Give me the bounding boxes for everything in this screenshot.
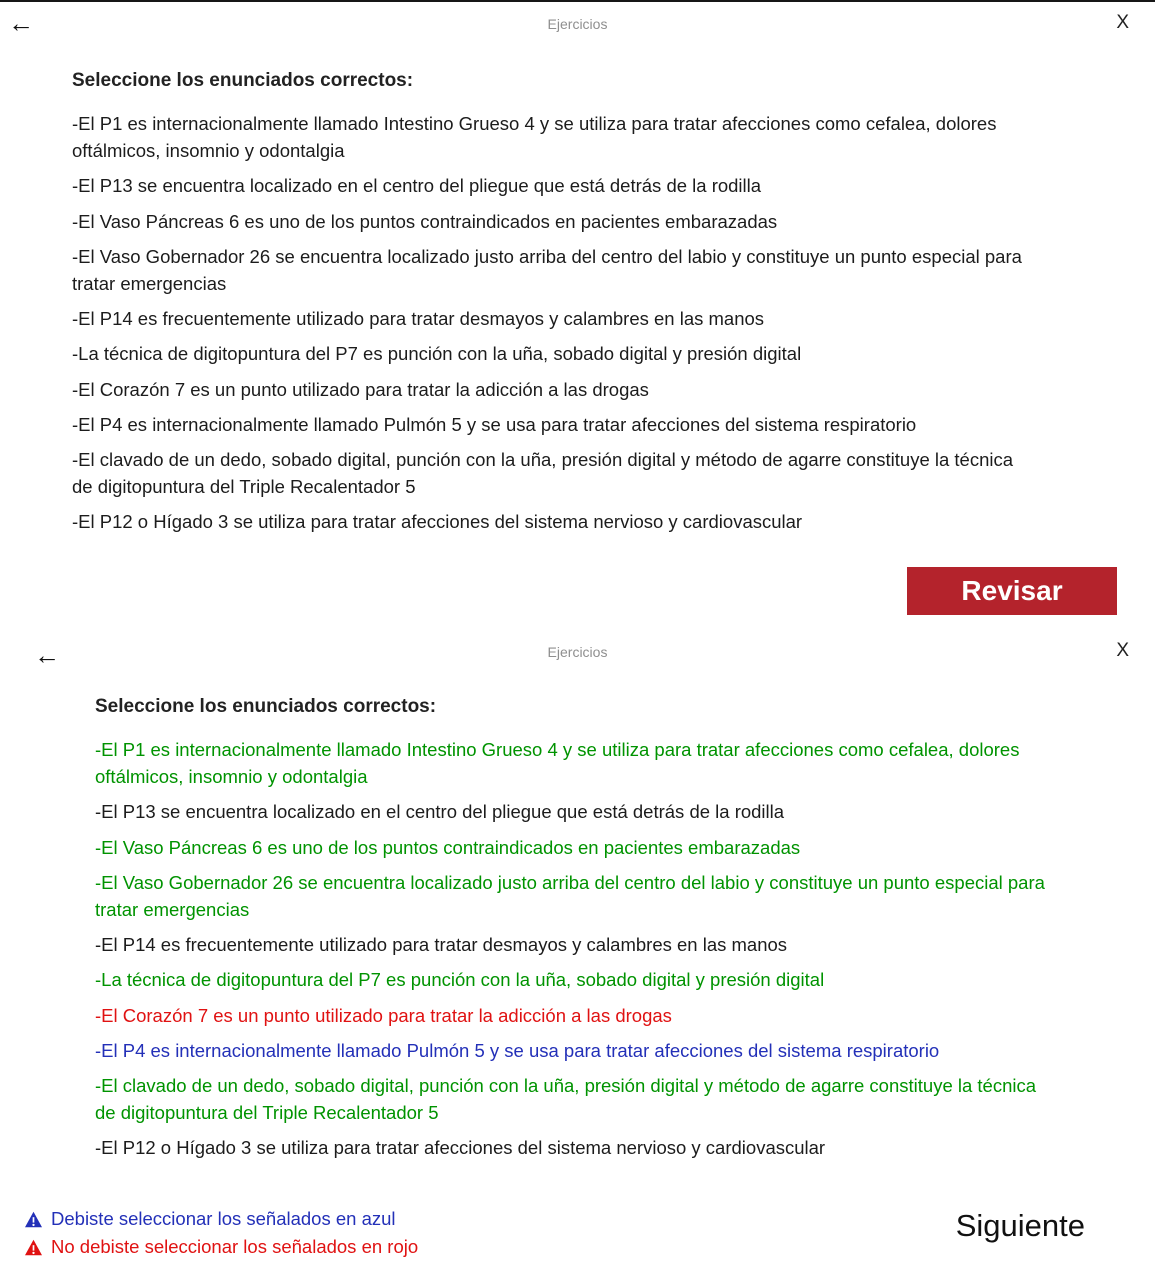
- review-content: [0, 670, 1060, 1161]
- result-legend: [24, 1202, 418, 1264]
- page-title: Ejercicios: [547, 16, 608, 32]
- warning-triangle-icon: [24, 1239, 43, 1256]
- legend-missed: [24, 1208, 418, 1230]
- close-icon[interactable]: X: [1116, 640, 1129, 661]
- review-button[interactable]: Revisar: [907, 567, 1117, 615]
- quiz-content: [0, 42, 1035, 535]
- quiz-option[interactable]: -El P13 se encuentra localizado en el centro del pliegue que está detrás de la rodilla: [72, 175, 762, 197]
- back-icon[interactable]: ←: [34, 640, 60, 670]
- review-statement: -El P14 es frecuentemente utilizado para tratar desmayos y calambres en las manos: [95, 934, 788, 956]
- review-statement: -El clavado de un dedo, sobado digital, punción con la uña, presión digital y método de agarre constituye la técnica de digitopuntura del Triple Recalentador 5: [95, 1074, 1037, 1124]
- legend-missed-text: Debiste seleccionar los señalados en azul: [51, 1208, 396, 1229]
- review-instruction: Seleccione los enunciados correctos:: [95, 696, 437, 717]
- review-statement: -El P1 es internacionalmente llamado Intestino Grueso 4 y se utiliza para tratar afecciones como cefalea, dolores oftálmicos, insomnio y odontalgia: [95, 739, 1020, 788]
- review-statement: -El Vaso Páncreas 6 es uno de los puntos contraindicados en pacientes embarazadas: [95, 836, 801, 858]
- warning-triangle-icon: [24, 1211, 43, 1228]
- quiz-option[interactable]: -El P1 es internacionalmente llamado Intestino Grueso 4 y se utiliza para tratar afecciones como cefalea, dolores oftálmicos, insomnio y odontalgia: [72, 113, 997, 162]
- quiz-option[interactable]: -La técnica de digitopuntura del P7 es punción con la uña, sobado digital y presión digital: [72, 343, 802, 365]
- quiz-option[interactable]: -El P4 es internacionalmente llamado Pulmón 5 y se usa para tratar afecciones del sistema respiratorio: [72, 413, 917, 435]
- back-icon[interactable]: ←: [8, 8, 34, 38]
- review-statement: -El P13 se encuentra localizado en el centro del pliegue que está detrás de la rodilla: [95, 801, 785, 823]
- close-icon[interactable]: X: [1116, 12, 1129, 33]
- review-panel: [0, 630, 1155, 1272]
- review-statement: -El Vaso Gobernador 26 se encuentra localizado justo arriba del centro del labio y constituye un punto especial para tratar emergencias: [95, 871, 1045, 920]
- review-statement: -El P12 o Hígado 3 se utiliza para tratar afecciones del sistema nervioso y cardiovascular: [95, 1137, 826, 1159]
- quiz-option[interactable]: -El clavado de un dedo, sobado digital, punción con la uña, presión digital y método de agarre constituye la técnica de digitopuntura del Triple Recalentador 5: [72, 448, 1014, 498]
- next-button[interactable]: Siguiente: [955, 1208, 1085, 1243]
- quiz-option[interactable]: -El Corazón 7 es un punto utilizado para tratar la adicción a las drogas: [72, 378, 649, 400]
- page-title: Ejercicios: [547, 644, 608, 660]
- review-header: [0, 630, 1155, 670]
- quiz-option[interactable]: -El Vaso Gobernador 26 se encuentra localizado justo arriba del centro del labio y constituye un punto especial para tratar emergencias: [72, 245, 1022, 294]
- review-statement: -El P4 es internacionalmente llamado Pulmón 5 y se usa para tratar afecciones del sistema respiratorio: [95, 1039, 940, 1061]
- quiz-option[interactable]: -El Vaso Páncreas 6 es uno de los puntos contraindicados en pacientes embarazadas: [72, 210, 778, 232]
- review-footer: [0, 1194, 1155, 1272]
- quiz-option[interactable]: -El P12 o Hígado 3 se utiliza para tratar afecciones del sistema nervioso y cardiovascular: [72, 511, 803, 533]
- quiz-panel: [0, 0, 1155, 630]
- legend-wrong-text: No debiste seleccionar los señalados en rojo: [51, 1236, 419, 1257]
- quiz-header: [0, 2, 1155, 42]
- review-statement: -El Corazón 7 es un punto utilizado para tratar la adicción a las drogas: [95, 1004, 672, 1026]
- quiz-instruction: Seleccione los enunciados correctos:: [72, 70, 414, 91]
- legend-wrong: [24, 1236, 418, 1258]
- review-statement: -La técnica de digitopuntura del P7 es punción con la uña, sobado digital y presión digital: [95, 969, 825, 991]
- quiz-option[interactable]: -El P14 es frecuentemente utilizado para tratar desmayos y calambres en las manos: [72, 308, 765, 330]
